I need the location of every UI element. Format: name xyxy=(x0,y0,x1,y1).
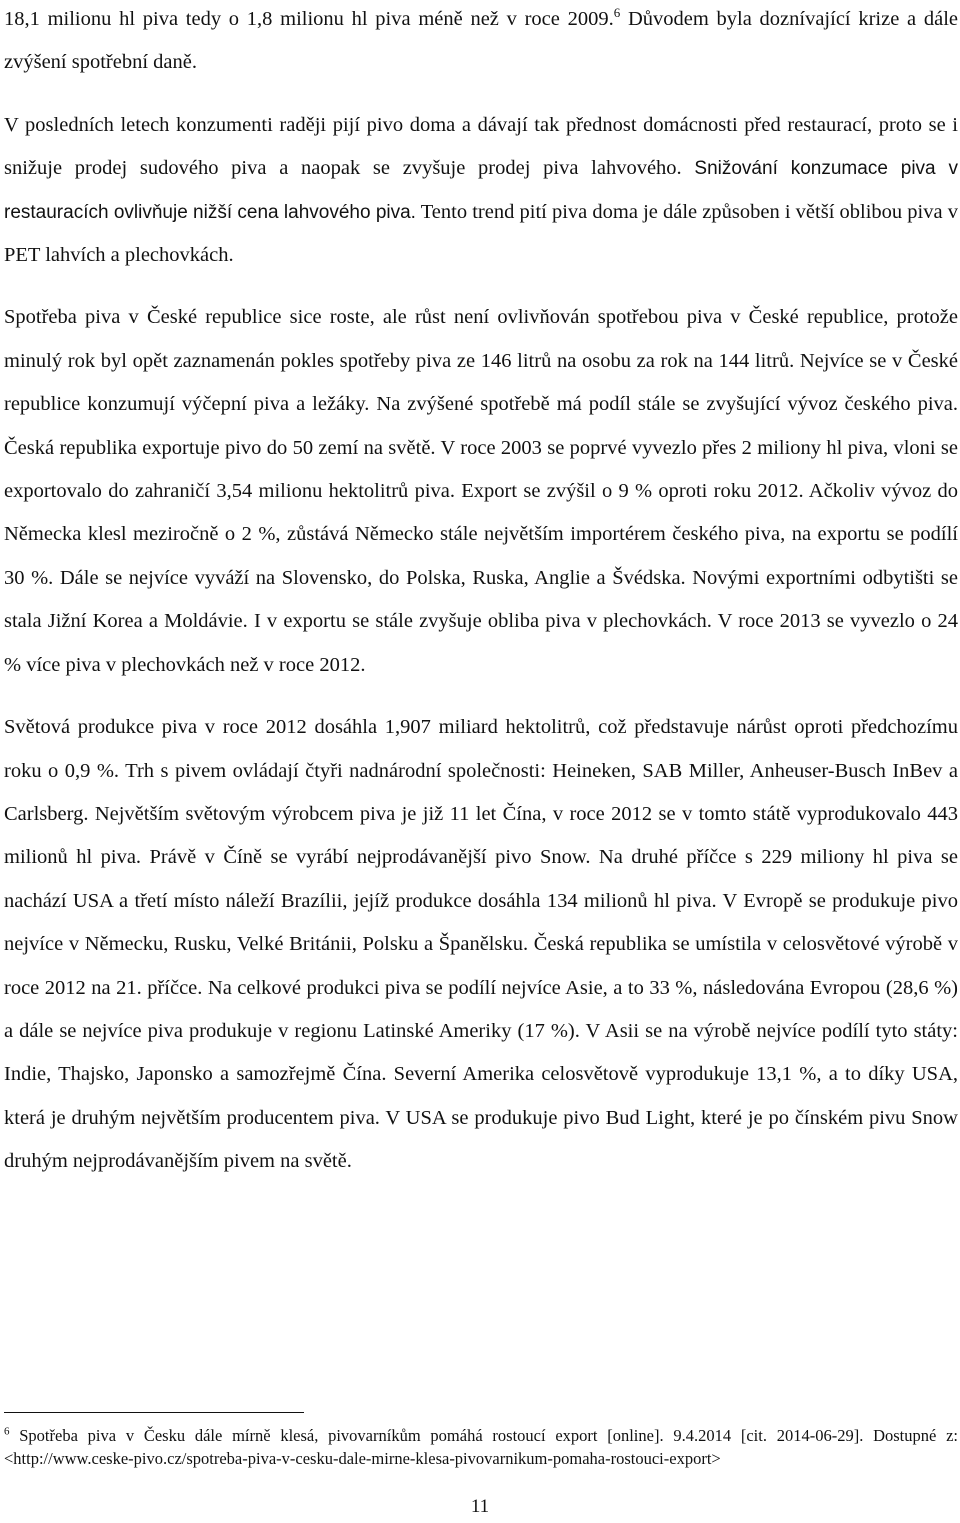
paragraph-home-consumption xyxy=(4,104,958,278)
document-page xyxy=(4,0,958,1184)
paragraph-text: Důvodem byla doznívající krize a dále zvýšení spotřební daně. xyxy=(4,8,958,74)
footnote-reference[interactable]: 6 xyxy=(613,5,621,21)
paragraph-text: Spotřeba piva v České republice sice roste, ale růst není ovlivňován spotřebou piva v České republice, protože minulý rok byl opět zaznamenán pokles spotřeby piva ze 146 litrů na osobu za rok na 144 litrů. Nejvíce se v České republice konzumují výčepní piva a ležáky. Na zvýšené spotřebě má podíl stále se zvyšující vývoz českého piva. Česká republika exportuje pivo do 50 zemí na světě. V roce 2003 se poprvé vyvezlo přes 2 miliony hl piva, vloni se exportovalo do zahraničí 3,54 milionu hektolitrů piva. Export se zvýšil o 9 % oproti roku 2012. Ačkoliv vývoz do Německa klesl meziročně o 2 %, zůstává Německo stále největším importérem českého piva, na exportu se podílí 30 %. Dále se nejvíce vyváží na Slovensko, do Polska, Ruska, Anglie a Švédska. Novými exportními odbytišti se stala Jižní Korea a Moldávie. I v exportu se stále zvyšuje obliba piva v plechovkách. V roce 2013 se vyvezlo o 24 % více piva v plechovkách než v roce 2012. xyxy=(4,306,958,676)
footnote xyxy=(4,1425,958,1470)
footnote-text: Spotřeba piva v Česku dále mírně klesá, pivovarníkům pomáhá rostoucí export [online]. 9.4.2014 [cit. 2014-06-29]. Dostupné z: <http://www.ceske-pivo.cz/spotreba-piva-v-cesku-dale-mirne-klesa-pivovarnikum-pomaha-rostouci-export> xyxy=(4,1426,958,1468)
paragraph-world-production xyxy=(4,706,958,1183)
footnote-marker: 6 xyxy=(4,1425,10,1438)
page-number: 11 xyxy=(470,1496,490,1517)
paragraph-czech-consumption-export xyxy=(4,296,958,687)
paragraph-text: 18,1 milionu hl piva tedy o 1,8 milionu hl piva méně než v roce 2009. xyxy=(4,8,614,30)
paragraph-text: V posledních letech konzumenti raději pijí pivo doma a dávají tak přednost domácnosti před restaurací, proto se i snižuje prodej sudového piva a naopak se zvyšuje prodej piva lahvového. xyxy=(4,113,958,180)
footnote-separator xyxy=(4,1412,304,1413)
paragraph-beer-decline xyxy=(4,0,958,85)
paragraph-text: Tento trend pití piva doma je dále způsoben i větší oblibou piva v PET lahvích a plechovkách. xyxy=(4,200,958,267)
paragraph-text: Světová produkce piva v roce 2012 dosáhla 1,907 miliard hektolitrů, což představuje nárůst oproti předchozímu roku o 0,9 %. Trh s pivem ovládají čtyři nadnárodní společnosti: Heineken, SAB Miller, Anheuser-Busch InBev a Carlsberg. Největším světovým výrobcem piva je již 11 let Čína, v roce 2012 se v tomto státě vyprodukovalo 443 milionů hl piva. Právě v Číně se vyrábí nejprodávanější pivo Snow. Na druhé příčce s 229 miliony hl piva se nachází USA a třetí místo náleží Brazílii, jejíž produkce dosáhla 134 milionů hl piva. V Evropě se produkuje pivo nejvíce v Německu, Rusku, Velké Británii, Polsku a Španělsku. Česká republika se umístila v celosvětové výrobě v roce 2012 na 21. příčce. Na celkové produkci piva se podílí nejvíce Asie, a to 33 %, následována Evropou (28,6 %) a dále se nejvíce piva produkuje v regionu Latinské Ameriky (17 %). V Asii se na výrobě nejvíce podílí tyto státy: Indie, Thajsko, Japonsko a samozřejmě Čína. Severní Amerika celosvětově vyprodukuje 13,1 %, a to díky USA, která je druhým největším producentem piva. V USA se produkuje pivo Bud Light, které je po čínském pivu Snow druhým nejprodávanějším pivem na světě. xyxy=(4,716,958,1173)
paragraph-text-sans: Snižování konzumace piva v restauracích ovlivňuje nižší cena lahvového piva. xyxy=(4,158,958,223)
